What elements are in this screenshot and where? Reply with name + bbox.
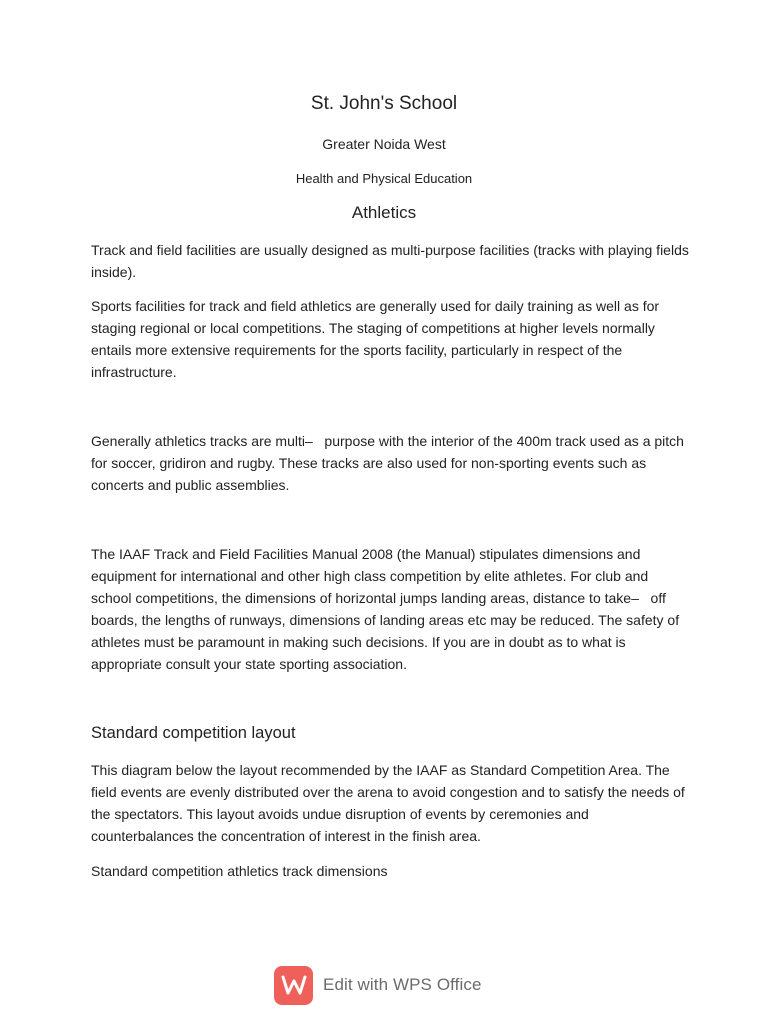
topic-title: Athletics (351, 203, 417, 222)
diagram-caption: Standard competition athletics track dimensions (91, 863, 388, 879)
paragraph: Track and field facilities are usually designed as multi-purpose facilities (tracks with playing fields inside). (91, 242, 689, 280)
paragraph: This diagram below the layout recommended by the IAAF as Standard Competition Area. The field events are evenly distributed over the arena to avoid congestion and to satisfy the needs of the spectators. This layout avoids undue disruption of events by ceremonies and counterbalances the concentration of interest in the finish area. (91, 762, 685, 844)
school-location: Greater Noida West (322, 136, 446, 152)
subject-title: Health and Physical Education (295, 171, 473, 186)
paragraph: The IAAF Track and Field Facilities Manual 2008 (the Manual) stipulates dimensions and equipment for international and other high class competition by elite athletes. For club and school competitions, the dimensions of horizontal jumps landing areas, distance to take– off boards, the lengths of runways, dimensions of landing areas etc may be reduced. The safety of athletes must be paramount in making such decisions. If you are in doubt as to what is appropriate consult your state sporting association. (91, 546, 680, 672)
edit-with-wps-button[interactable] (274, 965, 482, 1005)
paragraph: Generally athletics tracks are multi– purpose with the interior of the 400m track used as a pitch for soccer, gridiron and rugby. These tracks are also used for non-sporting events such as concerts and public assemblies. (91, 433, 684, 493)
school-name: St. John's School (310, 93, 458, 114)
wps-label: Edit with WPS Office (323, 975, 482, 994)
wps-logo-icon (274, 966, 313, 1005)
paragraph: Sports facilities for track and field athletics are generally used for daily training as well as for staging regional or local competitions. The staging of competitions at higher levels normally entails more extensive requirements for the sports facility, particularly in respect of the infrastructure. (91, 298, 660, 380)
section-heading: Standard competition layout (91, 724, 296, 742)
